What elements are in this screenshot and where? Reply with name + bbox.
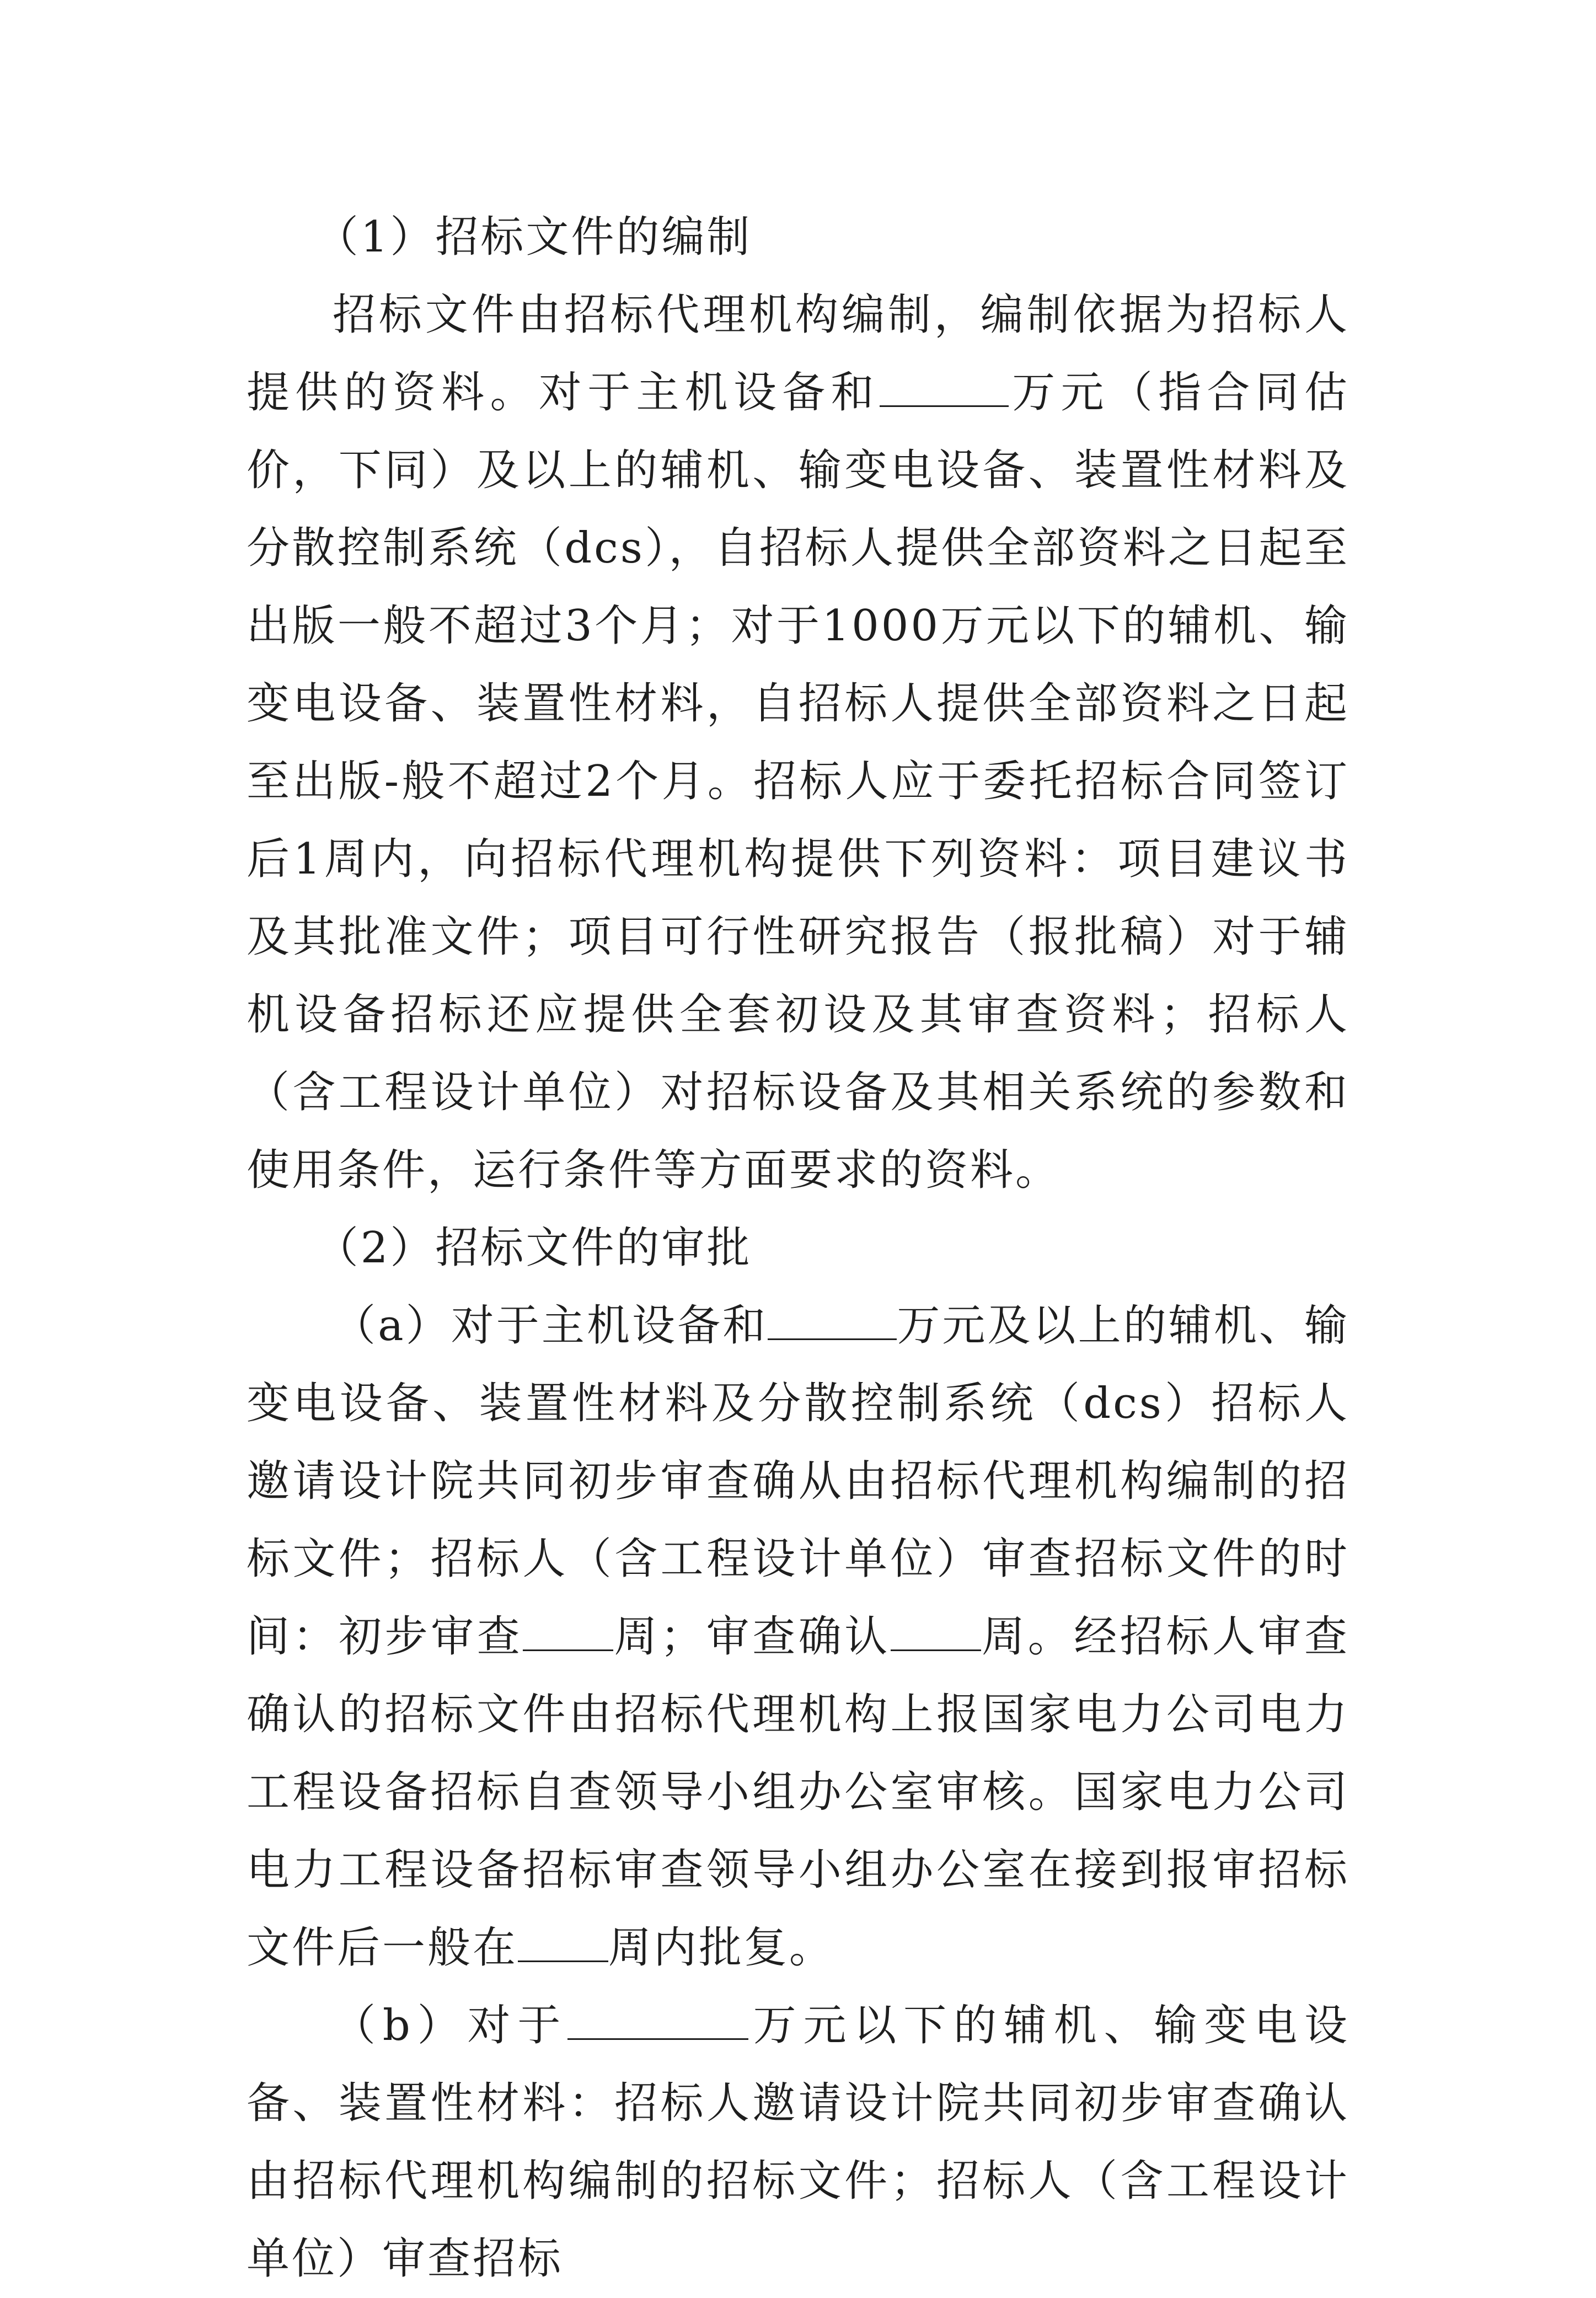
- paragraph-text: 万元（指合同估价，下同）及以上的辅机、输变电设备、装置性材料及分散控制系统（dcs），自招标人提供全部资料之日起至出版一般不超过3个月；对于1000万元以下的辅机、输变电设备、装置性材料，自招标人提供全部资料之日起至出版-般不超过2个月。招标人应于委托招标合同签订后1周内，向招标代理机构提供下列资料：项目建议书及其批准文件；项目可行性研究报告（报批稿）对于辅机设备招标还应提供全套初设及其审查资料；招标人（含工程设计单位）对招标设备及其相关系统的参数和使用条件，运行条件等方面要求的资料。: [247, 368, 1349, 1195]
- paragraph-3: [247, 1987, 1349, 2298]
- paragraph-text: 周；审查确认: [613, 1612, 891, 1662]
- fill-in-blank: [891, 1611, 981, 1651]
- paragraph-text: 万元以下的辅机、输变电设备、装置性材料：招标人邀请设计院共同初步审查确认由招标代理机构编制的招标文件；招标人（含工程设计单位）审查招标: [247, 2001, 1349, 2284]
- paragraph-text: （b）对于: [333, 2001, 568, 2050]
- paragraph-text: （a）对于主机设备和: [333, 1301, 768, 1351]
- section-heading-2: [247, 1209, 1349, 1287]
- fill-in-blank: [567, 2000, 748, 2040]
- paragraph-1: [247, 276, 1349, 1209]
- fill-in-blank: [880, 367, 1009, 407]
- paragraph-2: [247, 1287, 1349, 1987]
- heading-text: （2）招标文件的审批: [315, 1223, 752, 1273]
- fill-in-blank: [523, 1611, 613, 1651]
- fill-in-blank: [518, 1922, 608, 1962]
- paragraph-text: 周。经招标人审查确认的招标文件由招标代理机构上报国家电力公司电力工程设备招标自查领导小组办公室审核。国家电力公司电力工程设备招标审查领导小组办公室在接到报审招标文件后一般在: [247, 1612, 1349, 1973]
- fill-in-blank: [768, 1300, 897, 1340]
- paragraph-text: 万元及以上的辅机、输变电设备、装置性材料及分散控制系统（dcs）招标人邀请设计院共同初步审查确从由招标代理机构编制的招标文件；招标人（含工程设计单位）审查招标文件的时间：初步审查: [247, 1301, 1349, 1662]
- paragraph-text: 周内批复。: [608, 1923, 834, 1973]
- section-heading-1: [247, 199, 1349, 276]
- paragraph-text: 招标文件由招标代理机构编制，编制依据为招标人提供的资料。对于主机设备和: [247, 290, 1349, 417]
- document-body: [247, 199, 1349, 2298]
- heading-text: （1）招标文件的编制: [315, 212, 752, 262]
